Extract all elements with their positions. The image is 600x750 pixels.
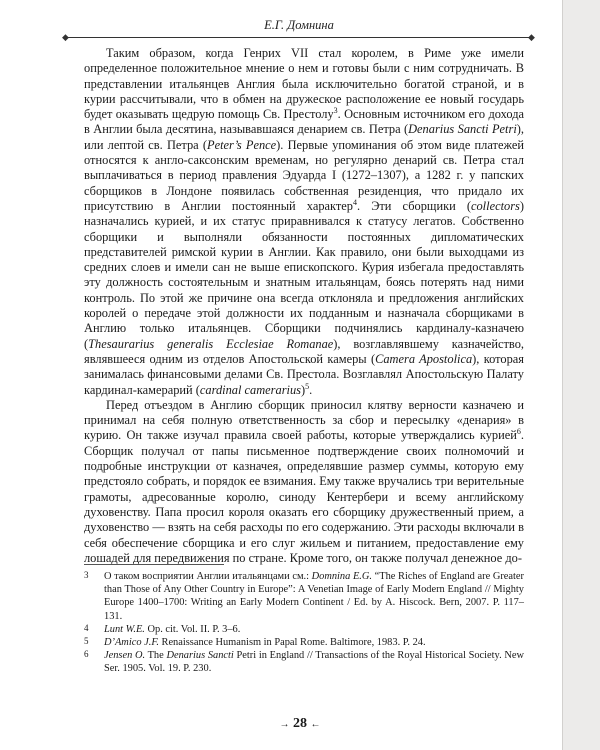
latin-term: Thesaurarius generalis Ecclesiae Romanae [88, 336, 334, 351]
rule-ornament-left: ◆ [62, 32, 69, 42]
running-header: Е.Г. Домнина [264, 18, 334, 32]
footnote-4: 4 Lunt W.E. Op. cit. Vol. II. P. 3–6. [84, 622, 241, 635]
page-edge [562, 0, 600, 750]
footnote-6: 6 Jensen O. The Denarius Sancti Petri in England // Transactions of the Royal Historical Society. New Ser. 1905. Vol. 19. P. 230. [84, 649, 524, 675]
rule-ornament-right: ◆ [528, 32, 535, 42]
arrow-right-icon: → [279, 719, 290, 730]
footnote-ref-3[interactable]: 3 [333, 106, 338, 116]
footnote-rule [84, 564, 224, 565]
latin-term: Camera Apostolica [375, 351, 473, 366]
latin-term: cardinal camerarius [199, 382, 301, 397]
paragraph-1: Таким образом, когда Генрих VII стал королем, в Риме уже имели определенное положительное мнение о нем и готовы были с ним сотрудничать. В представлении итальянцев Англия была исключительно богатой страной, и в курии рассчитывали, что в обмен на дружеское расположение ее новый государь будет оказывать щедрую помощь Св. Престолу$^3$. Основным источником его дохода в Англии была десятина, называвшаяся денарием св. Петра (Denarius Sancti Petri), или лептой св. Петра (Peter’s Pence). Первые упоминания об этом виде платежей относятся к англо-саксонским временам, но регулярно денарий св. Петра стал выплачиваться в период правления Эдуарда I (1272–1307), а 1282 г. у папских сборщиков в Лондоне появилась собственная резиденция, что придало их присутствию в Англии постоянный характер$^4$. Эти сборщики (collectors) назначались курией, и их статус приравнивался к статусу легатов. Собственно сборщики и выполняли обязанности постоянных дипломатических представителей римской курии в Англии. Как правило, они были выходцами из средних слоев и имели сан не выше епископского. Курия избегала предоставлять эту должность состоятельным и знатным итальянцам, боясь потерять над ними контроль. По этой же причине она всегда отклоняла и предложения английских королей о передаче этой должности их подданным и назначала сборщиками в Англию только итальянцев. Сборщики подчинялись кардиналу-казначею (Thesaurarius generalis Ecclesiae Romanae), возглавлявшему казначейство, являвшееся одним из отделов Апостольской камеры (Camera Apostolica), которая занималась финансовыми делами Св. Престола. Возглавлял Апостольскую Палату кардинал-камерарий (cardinal camerarius)$^5$. [84, 46, 525, 397]
paragraph-2: Перед отъездом в Англию сборщик приносил клятву верности казначею и принимал на себя полную ответственность за сбор и пересылку «денария» в курию. Он также изучал правила своей работы, которые утверждались курией$^6$. Сборщик получал от папы письменное подтверждение своих полномочий и подробные инструкции от казначея, определявшие размер суммы, которую ему предстояло собрать, и порядок ее взимания. Ему также вручались три верительные грамоты, адресованные королю, синоду Кентербери и всему английскому духовенству. Папа просил короля оказать его сборщику дружественный прием, а духовенство — взять на себя расходы по его содержанию. Эти расходы включали в себя обеспечение сборщика и его слуг жильем и питанием, предоставление ему лошадей для передвижения по стране. Кроме того, он также получал денежное до- [84, 397, 524, 565]
footnote-ref-5[interactable]: 5 [305, 381, 310, 391]
footnote-ref-6[interactable]: 6 [516, 427, 521, 437]
footnote-italic-title: Denarius Sancti [166, 650, 234, 662]
footnote-3: 3 О таком восприятии Англии итальянцами см.: Domnina E.G. “The Riches of England are Greater than Those of Any Other Country in Europe”: A Venetian Image of Early Modern England // Mighty Europe 1400–1700: Writing an Early Modern Continent / Ed. by A. Hiscock. Bern, 2007. P. 117–131. [84, 570, 524, 622]
footnote-author: Lunt W.E. [104, 623, 145, 635]
footnote-5: 5 D’Amico J.F. Renaissance Humanism in Papal Rome. Baltimore, 1983. P. 24. [84, 636, 426, 649]
header-rule [68, 37, 530, 38]
footnote-author: Jensen O. [104, 650, 146, 662]
main-text [84, 46, 524, 566]
english-term: Peter’s Pence [207, 137, 277, 152]
english-term: collectors [470, 198, 520, 213]
page-number-value: 28 [293, 716, 307, 731]
latin-term: Denarius Sancti Petri [408, 122, 517, 137]
footnote-author: D’Amico J.F. [104, 637, 159, 649]
footnotes [84, 570, 524, 676]
page-number [0, 716, 600, 732]
arrow-left-icon: ← [310, 719, 321, 730]
footnote-ref-4[interactable]: 4 [352, 197, 357, 207]
footnote-author: Domnina E.G. [311, 571, 372, 582]
